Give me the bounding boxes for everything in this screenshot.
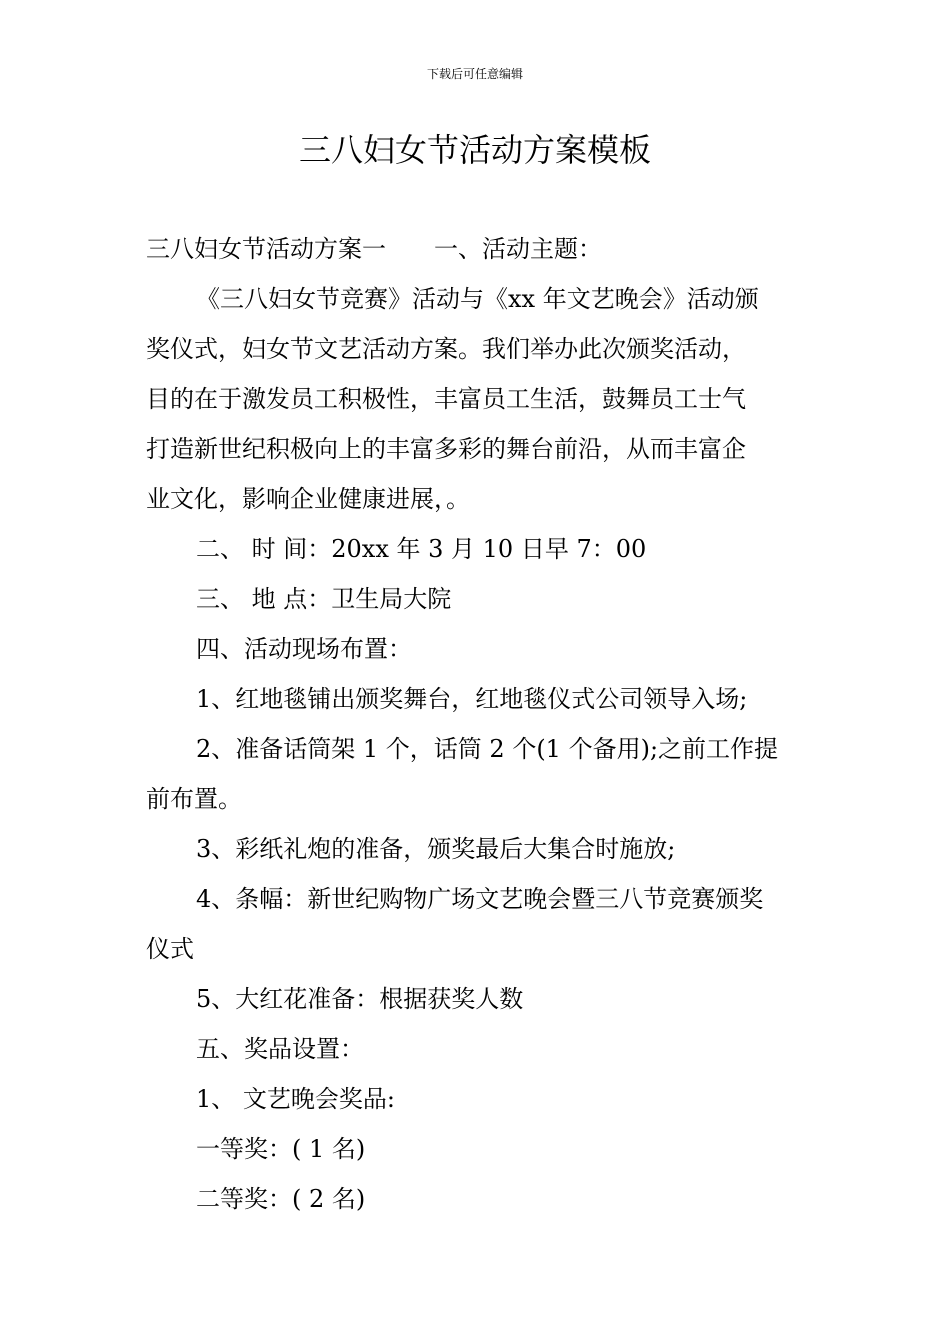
paragraph-line: 《三八妇女节竞赛》活动与《xx 年文艺晚会》活动颁 bbox=[196, 285, 759, 313]
section-heading: 五、奖品设置： bbox=[196, 1035, 364, 1063]
list-item: 1、 文艺晚会奖品: bbox=[196, 1085, 395, 1113]
paragraph-line bbox=[146, 224, 808, 274]
section-heading: 四、活动现场布置： bbox=[196, 635, 412, 663]
location-line: 三、 地 点：卫生局大院 bbox=[196, 585, 452, 613]
list-item: 4、条幅：新世纪购物广场文艺晚会暨三八节竞赛颁奖 bbox=[196, 885, 764, 913]
prize-line: 一等奖：( 1 名) bbox=[196, 1135, 366, 1163]
section-heading: 一、活动主题： bbox=[434, 235, 602, 263]
list-item: 5、大红花准备：根据获奖人数 bbox=[196, 985, 524, 1013]
document-title: 三八妇女节活动方案模板 bbox=[298, 131, 651, 169]
document-body bbox=[146, 224, 808, 1224]
list-item: 3、彩纸礼炮的准备，颁奖最后大集合时施放; bbox=[196, 835, 676, 863]
list-item-continuation: 前布置。 bbox=[146, 785, 242, 813]
time-line: 二、 时 间：20xx 年 3 月 10 日早 7：00 bbox=[196, 535, 647, 563]
list-item: 2、准备话筒架 1 个，话筒 2 个(1 个备用);之前工作提 bbox=[196, 735, 779, 763]
list-item: 1、红地毯铺出颁奖舞台，红地毯仪式公司领导入场; bbox=[196, 685, 748, 713]
list-item-continuation: 仪式 bbox=[146, 935, 194, 963]
prize-line: 二等奖：( 2 名) bbox=[196, 1185, 366, 1213]
header-note: 下载后可任意编辑 bbox=[426, 67, 523, 81]
paragraph-line: 业文化，影响企业健康进展，。 bbox=[146, 485, 470, 513]
section-label: 三八妇女节活动方案一 bbox=[146, 235, 386, 263]
paragraph-line: 目的在于激发员工积极性，丰富员工生活，鼓舞员工士气 bbox=[146, 385, 746, 413]
paragraph-line: 奖仪式，妇女节文艺活动方案。我们举办此次颁奖活动， bbox=[146, 335, 746, 363]
paragraph-line: 打造新世纪积极向上的丰富多彩的舞台前沿，从而丰富企 bbox=[146, 435, 746, 463]
